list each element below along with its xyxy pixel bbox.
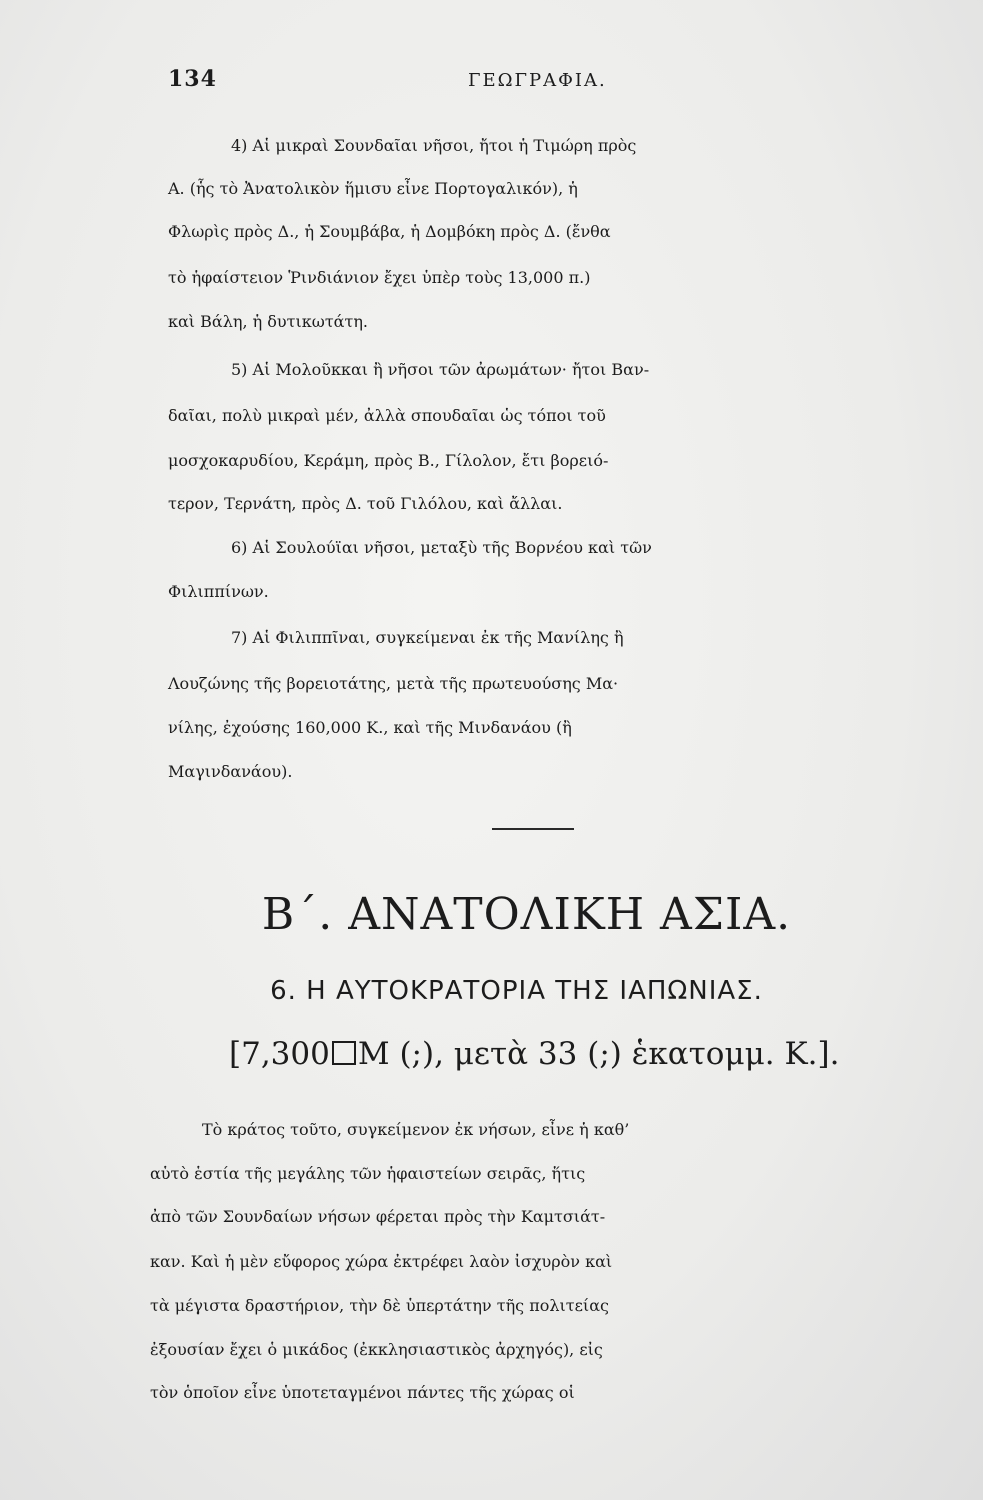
section-divider	[492, 828, 574, 830]
subsection-title: 6. Η ΑΥΤΟΚΡΑΤΟΡΙΑ ΤΗΣ ΙΑΠΩΝΙΑΣ.	[270, 976, 763, 1006]
text-line: Α. (ἧς τὸ Ἀνατολικὸν ἥμισυ εἶνε Πορτογαλικόν), ἡ	[168, 179, 578, 198]
text-line: Φιλιππίνων.	[168, 582, 269, 601]
stats-area: [7,300	[229, 1036, 330, 1072]
section-title: Β΄. ΑΝΑΤΟΛΙΚΗ ΑΣΙΑ.	[261, 889, 792, 940]
text-line: καν. Καὶ ἡ μὲν εὔφορος χώρα ἐκτρέφει λαὸν ἰσχυρὸν καὶ	[150, 1252, 613, 1271]
square-icon	[332, 1041, 356, 1065]
text-line: 7) Αἱ Φιλιππῖναι, συγκείμεναι ἐκ τῆς Μανίλης ἢ	[231, 628, 624, 647]
stats-line	[229, 1036, 839, 1072]
page-number: 134	[168, 66, 217, 92]
text-line: τὰ μέγιστα δραστήριον, τὴν δὲ ὑπερτάτην τῆς πολιτείας	[150, 1296, 609, 1315]
text-line: ἐξουσίαν ἔχει ὁ μικάδος (ἐκκλησιαστικὸς ἀρχηγός), εἰς	[150, 1340, 603, 1359]
text-line: ἀπὸ τῶν Σουνδαίων νήσων φέρεται πρὸς τὴν Καμτσιάτ-	[150, 1207, 606, 1226]
text-line: τὸ ἡφαίστειον Ῥινδιάνιον ἔχει ὑπὲρ τοὺς 13,000 π.)	[168, 268, 591, 287]
text-line: Μαγινδανάου).	[168, 762, 293, 781]
text-line: τὸν ὁποῖον εἶνε ὑποτεταγμένοι πάντες τῆς χώρας οἱ	[150, 1383, 575, 1402]
text-line: μοσχοκαρυδίου, Κεράμη, πρὸς Β., Γίλολον, ἔτι βορειό-	[168, 451, 609, 470]
text-line: Λουζώνης τῆς βορειοτάτης, μετὰ τῆς πρωτευούσης Μα·	[168, 674, 619, 693]
text-line: Τὸ κράτος τοῦτο, συγκείμενον ἐκ νήσων, εἶνε ἡ καθ’	[202, 1120, 630, 1139]
text-line: 6) Αἱ Σουλούϊαι νῆσοι, μεταξὺ τῆς Βορνέου καὶ τῶν	[231, 538, 652, 557]
text-line: καὶ Βάλη, ἡ δυτικωτάτη.	[168, 312, 369, 331]
text-line: δαῖαι, πολὺ μικραὶ μέν, ἀλλὰ σπουδαῖαι ὡς τόποι τοῦ	[168, 406, 606, 425]
text-line: αὑτὸ ἑστία τῆς μεγάλης τῶν ἡφαιστείων σειρᾶς, ἥτις	[150, 1164, 586, 1183]
text-line: νίλης, ἐχούσης 160,000 Κ., καὶ τῆς Μινδανάου (ἢ	[168, 718, 572, 737]
text-line: Φλωρὶς πρὸς Δ., ἡ Σουμβάβα, ἡ Δομβόκη πρὸς Δ. (ἔνθα	[168, 222, 611, 241]
text-line: 4) Αἱ μικραὶ Σουνδαῖαι νῆσοι, ἤτοι ἡ Τιμώρη πρὸς	[231, 136, 637, 155]
running-head	[0, 62, 983, 102]
stats-population: Μ (;), μετὰ 33 (;) ἑκατομμ. Κ.].	[357, 1036, 840, 1072]
running-title: ΓΕΩΓΡΑΦΙΑ.	[468, 70, 607, 91]
text-line: τερον, Τερνάτη, πρὸς Δ. τοῦ Γιλόλου, καὶ ἄλλαι.	[168, 494, 563, 513]
text-line: 5) Αἱ Μολοῦκκαι ἢ νῆσοι τῶν ἀρωμάτων· ἤτοι Βαν-	[231, 360, 650, 379]
